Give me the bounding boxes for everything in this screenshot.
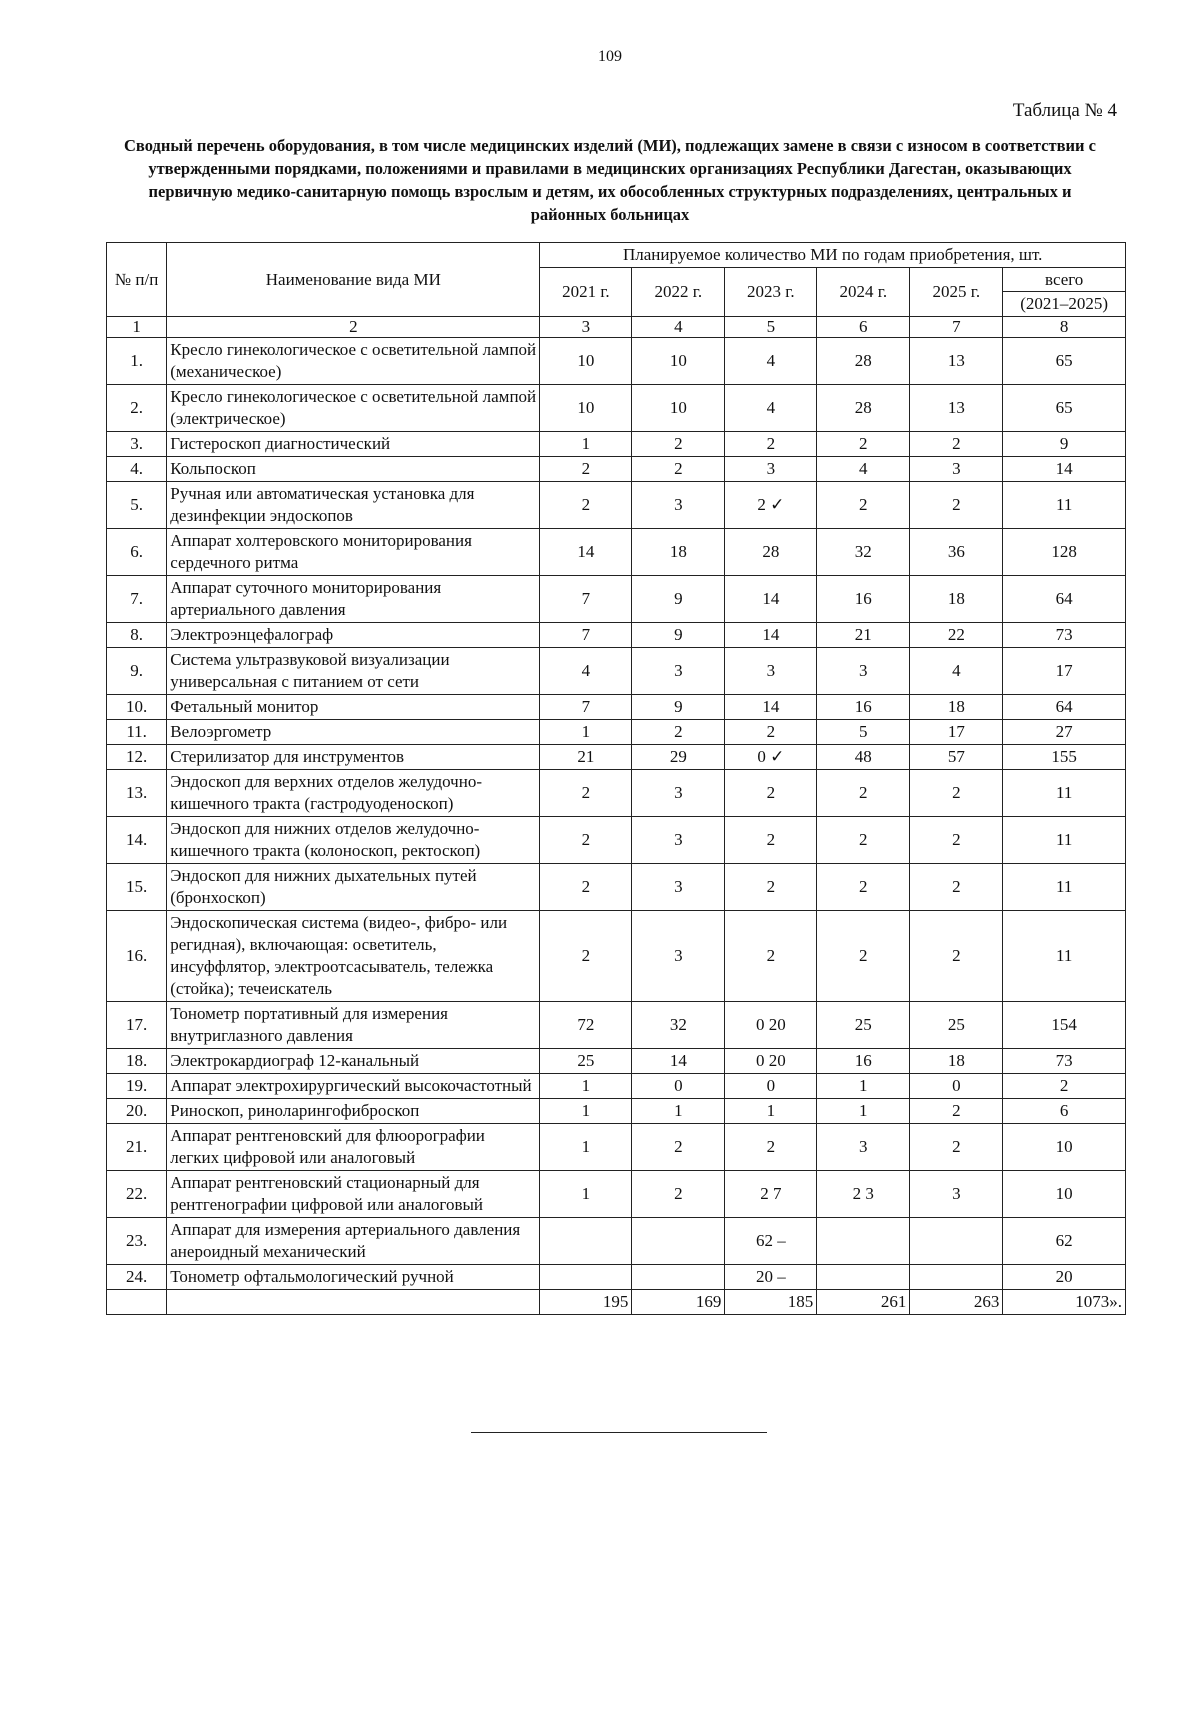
row-year-value: 3 [817,1124,910,1171]
row-year-value: 3 [725,648,817,695]
row-year-value: 2 [725,1124,817,1171]
row-number: 4. [107,457,167,482]
row-year-value: 7 [540,623,632,648]
row-name: Эндоскопическая система (видео-, фибро- или регидная), включающая: осветитель, инсуффлятор, электроотсасыватель, тележка (стойка); течеискатель [167,911,540,1002]
table-row [107,817,1126,864]
row-year-value: 28 [817,338,910,385]
row-number: 8. [107,623,167,648]
row-name: Аппарат для измерения артериального давления анероидный механический [167,1218,540,1265]
row-year-value: 2 [817,482,910,529]
column-number: 1 [107,317,167,338]
row-year-value: 0 [910,1074,1003,1099]
row-name: Эндоскоп для верхних отделов желудочно-кишечного тракта (гастродуоденоскоп) [167,770,540,817]
row-total: 10 [1003,1124,1126,1171]
row-name: Аппарат электрохирургический высокочастотный [167,1074,540,1099]
table-row [107,1171,1126,1218]
row-number: 21. [107,1124,167,1171]
row-year-value: 72 [540,1002,632,1049]
row-number: 5. [107,482,167,529]
row-number: 12. [107,745,167,770]
table-row [107,1002,1126,1049]
row-year-value: 18 [910,695,1003,720]
row-name: Аппарат рентгеновский стационарный для рентгенографии цифровой или аналоговый [167,1171,540,1218]
row-name: Электрокардиограф 12-канальный [167,1049,540,1074]
row-year-value: 3 [632,482,725,529]
row-number: 23. [107,1218,167,1265]
row-name: Стерилизатор для инструментов [167,745,540,770]
row-year-value: 2 [910,864,1003,911]
row-year-value: 57 [910,745,1003,770]
row-year-value: 4 [817,457,910,482]
row-year-value: 25 [817,1002,910,1049]
row-year-value: 4 [725,338,817,385]
row-year-value: 10 [540,385,632,432]
row-year-value: 2 [817,770,910,817]
row-year-value: 3 [632,817,725,864]
row-total: 11 [1003,864,1126,911]
row-total: 64 [1003,576,1126,623]
row-year-value: 2 3 [817,1171,910,1218]
header-year: 2023 г. [725,268,817,317]
total-value: 263 [910,1290,1003,1315]
row-year-value: 2 [540,457,632,482]
row-year-value: 2 [540,482,632,529]
table-row [107,745,1126,770]
row-name: Аппарат рентгеновский для флюорографии легких цифровой или аналоговый [167,1124,540,1171]
row-year-value [540,1218,632,1265]
table-row [107,338,1126,385]
table-row [107,1049,1126,1074]
row-number: 9. [107,648,167,695]
row-year-value: 2 [725,911,817,1002]
total-value: 169 [632,1290,725,1315]
row-total: 11 [1003,770,1126,817]
column-number: 4 [632,317,725,338]
row-total: 155 [1003,745,1126,770]
row-year-value [910,1265,1003,1290]
row-number: 22. [107,1171,167,1218]
row-year-value: 3 [817,648,910,695]
row-total: 6 [1003,1099,1126,1124]
row-year-value: 0 20 [725,1002,817,1049]
row-number: 13. [107,770,167,817]
row-year-value: 14 [540,529,632,576]
row-year-value: 20 – [725,1265,817,1290]
row-name: Кольпоскоп [167,457,540,482]
row-total: 10 [1003,1171,1126,1218]
row-total: 11 [1003,911,1126,1002]
row-number: 17. [107,1002,167,1049]
row-year-value: 16 [817,695,910,720]
row-year-value: 2 [910,482,1003,529]
document-title: Сводный перечень оборудования, в том числе медицинских изделий (МИ), подлежащих замене в связи с износом в соответствии с утвержденными порядками, положениями и правилами в медицинских организациях Республики Дагестан, оказывающих первичную медико-санитарную помощь взрослым и детям, их обособленных структурных подразделениях, центральных и районных больницах [124,136,1096,224]
row-number: 18. [107,1049,167,1074]
row-year-value: 21 [540,745,632,770]
row-name: Система ультразвуковой визуализации универсальная с питанием от сети [167,648,540,695]
row-year-value: 2 [910,770,1003,817]
total-value: 185 [725,1290,817,1315]
row-year-value: 29 [632,745,725,770]
total-value: 261 [817,1290,910,1315]
row-year-value: 14 [632,1049,725,1074]
header-total [1003,268,1126,317]
row-year-value [632,1265,725,1290]
table-row [107,385,1126,432]
row-year-value: 2 [632,457,725,482]
row-year-value: 3 [632,911,725,1002]
table-row [107,432,1126,457]
row-number: 19. [107,1074,167,1099]
row-number: 20. [107,1099,167,1124]
row-year-value: 25 [910,1002,1003,1049]
row-year-value: 62 – [725,1218,817,1265]
table-label: Таблица № 4 [1012,100,1117,121]
row-total: 11 [1003,482,1126,529]
row-total: 14 [1003,457,1126,482]
row-total: 65 [1003,385,1126,432]
row-total: 65 [1003,338,1126,385]
row-year-value: 16 [817,576,910,623]
row-number: 6. [107,529,167,576]
row-number: 1. [107,338,167,385]
column-number: 3 [540,317,632,338]
row-year-value: 0 [632,1074,725,1099]
row-name: Тонометр офтальмологический ручной [167,1265,540,1290]
row-year-value: 2 [632,720,725,745]
row-year-value: 3 [632,770,725,817]
row-number: 14. [107,817,167,864]
row-year-value: 1 [817,1099,910,1124]
table-row [107,770,1126,817]
row-total: 128 [1003,529,1126,576]
row-year-value: 3 [725,457,817,482]
row-year-value: 1 [540,720,632,745]
row-year-value: 13 [910,338,1003,385]
row-number: 10. [107,695,167,720]
row-year-value: 14 [725,695,817,720]
table-row [107,648,1126,695]
row-year-value: 10 [632,338,725,385]
row-name: Эндоскоп для нижних отделов желудочно-кишечного тракта (колоноскоп, ректоскоп) [167,817,540,864]
row-year-value: 4 [910,648,1003,695]
row-name: Кресло гинекологическое с осветительной лампой (электрическое) [167,385,540,432]
table-row [107,529,1126,576]
row-year-value: 32 [817,529,910,576]
column-number: 2 [167,317,540,338]
row-name: Риноскоп, риноларингофиброскоп [167,1099,540,1124]
row-year-value: 2 [725,432,817,457]
row-year-value [632,1218,725,1265]
row-year-value: 17 [910,720,1003,745]
row-name: Электроэнцефалограф [167,623,540,648]
header-num: № п/п [107,243,167,317]
header-year: 2024 г. [817,268,910,317]
row-year-value: 28 [817,385,910,432]
row-year-value: 2 [540,911,632,1002]
table-row [107,1099,1126,1124]
row-year-value: 0 ✓ [725,745,817,770]
row-year-value: 5 [817,720,910,745]
row-year-value: 0 [725,1074,817,1099]
row-year-value: 2 [910,432,1003,457]
row-year-value: 2 [632,432,725,457]
row-total: 73 [1003,1049,1126,1074]
row-total: 17 [1003,648,1126,695]
row-year-value: 10 [632,385,725,432]
table-row [107,911,1126,1002]
row-year-value: 2 [725,864,817,911]
row-year-value: 10 [540,338,632,385]
row-year-value: 14 [725,576,817,623]
row-year-value: 2 [632,1124,725,1171]
row-year-value: 9 [632,695,725,720]
table-row [107,482,1126,529]
row-year-value: 9 [632,576,725,623]
row-year-value: 32 [632,1002,725,1049]
header-planned: Планируемое количество МИ по годам приобретения, шт. [540,243,1126,268]
header-total-period: (2021–2025) [1003,291,1125,315]
column-number: 8 [1003,317,1126,338]
row-number: 3. [107,432,167,457]
column-number: 7 [910,317,1003,338]
row-year-value: 1 [540,1074,632,1099]
row-total: 64 [1003,695,1126,720]
table-row [107,623,1126,648]
row-name: Эндоскоп для нижних дыхательных путей (бронхоскоп) [167,864,540,911]
row-year-value: 3 [632,648,725,695]
row-year-value: 36 [910,529,1003,576]
total-value: 1073». [1003,1290,1126,1315]
row-year-value: 2 [817,817,910,864]
header-year: 2021 г. [540,268,632,317]
totals-name-cell [167,1290,540,1315]
row-name: Тонометр портативный для измерения внутриглазного давления [167,1002,540,1049]
row-year-value: 3 [910,457,1003,482]
row-number: 15. [107,864,167,911]
row-year-value: 28 [725,529,817,576]
row-year-value: 1 [540,1099,632,1124]
table-row [107,720,1126,745]
row-year-value: 2 [910,817,1003,864]
row-number: 2. [107,385,167,432]
row-year-value: 16 [817,1049,910,1074]
row-total: 20 [1003,1265,1126,1290]
row-number: 24. [107,1265,167,1290]
row-year-value: 18 [910,1049,1003,1074]
row-year-value: 1 [817,1074,910,1099]
table-row [107,1265,1126,1290]
row-year-value: 2 [817,864,910,911]
row-year-value: 3 [910,1171,1003,1218]
row-year-value: 2 [910,911,1003,1002]
total-value: 195 [540,1290,632,1315]
table-row [107,457,1126,482]
row-name: Аппарат суточного мониторирования артериального давления [167,576,540,623]
bottom-divider [471,1432,767,1433]
table-body [107,317,1126,1290]
table-row [107,576,1126,623]
row-year-value [910,1218,1003,1265]
row-year-value: 2 ✓ [725,482,817,529]
row-year-value: 1 [540,1124,632,1171]
table-row [107,1074,1126,1099]
row-year-value: 18 [632,529,725,576]
row-year-value: 14 [725,623,817,648]
row-total: 9 [1003,432,1126,457]
row-year-value: 3 [632,864,725,911]
row-number: 7. [107,576,167,623]
row-year-value: 1 [540,432,632,457]
header-row [107,243,1126,268]
row-total: 154 [1003,1002,1126,1049]
row-year-value: 1 [540,1171,632,1218]
row-year-value: 2 [817,911,910,1002]
column-number: 6 [817,317,910,338]
row-number: 11. [107,720,167,745]
row-year-value [817,1218,910,1265]
header-year: 2022 г. [632,268,725,317]
row-total: 2 [1003,1074,1126,1099]
row-name: Аппарат холтеровского мониторирования сердечного ритма [167,529,540,576]
table-row [107,864,1126,911]
row-year-value: 2 [725,817,817,864]
row-name: Кресло гинекологическое с осветительной лампой (механическое) [167,338,540,385]
row-year-value: 2 [632,1171,725,1218]
row-year-value: 2 [910,1124,1003,1171]
row-year-value: 4 [540,648,632,695]
row-year-value: 1 [725,1099,817,1124]
row-year-value: 7 [540,695,632,720]
row-year-value: 4 [725,385,817,432]
page-number: 109 [598,48,622,65]
header-year: 2025 г. [910,268,1003,317]
table-row [107,1218,1126,1265]
row-name: Гистероскоп диагностический [167,432,540,457]
column-number: 5 [725,317,817,338]
row-year-value: 2 [725,720,817,745]
row-year-value: 18 [910,576,1003,623]
row-year-value [540,1265,632,1290]
header-total-label: всего [1045,270,1084,289]
totals-row [107,1290,1126,1315]
row-total: 27 [1003,720,1126,745]
equipment-table [106,242,1126,1315]
row-year-value: 21 [817,623,910,648]
header-name: Наименование вида МИ [167,243,540,317]
row-year-value: 2 [540,817,632,864]
row-name: Ручная или автоматическая установка для дезинфекции эндоскопов [167,482,540,529]
row-year-value: 13 [910,385,1003,432]
row-total: 62 [1003,1218,1126,1265]
row-name: Велоэргометр [167,720,540,745]
row-total: 73 [1003,623,1126,648]
totals-num-cell [107,1290,167,1315]
table-row [107,1124,1126,1171]
row-year-value: 48 [817,745,910,770]
row-year-value: 1 [632,1099,725,1124]
row-name: Фетальный монитор [167,695,540,720]
row-year-value: 2 [540,770,632,817]
row-year-value: 9 [632,623,725,648]
row-number: 16. [107,911,167,1002]
row-year-value: 7 [540,576,632,623]
row-year-value: 22 [910,623,1003,648]
row-year-value: 2 7 [725,1171,817,1218]
column-numbers-row [107,317,1126,338]
row-total: 11 [1003,817,1126,864]
row-year-value [817,1265,910,1290]
row-year-value: 2 [817,432,910,457]
row-year-value: 2 [910,1099,1003,1124]
table-row [107,695,1126,720]
row-year-value: 2 [725,770,817,817]
row-year-value: 0 20 [725,1049,817,1074]
row-year-value: 2 [540,864,632,911]
row-year-value: 25 [540,1049,632,1074]
